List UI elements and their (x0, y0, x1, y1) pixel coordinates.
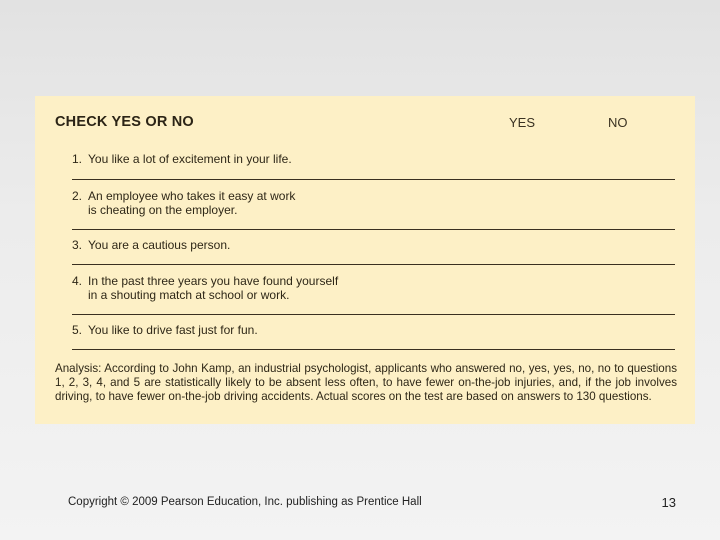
question-row-5 (72, 323, 675, 350)
no-column-header: NO (608, 115, 628, 130)
question-row-4 (72, 274, 675, 315)
question-row-2 (72, 189, 675, 230)
question-number: 3. (72, 238, 83, 252)
questionnaire-title: CHECK YES OR NO (55, 114, 194, 130)
page-number: 13 (661, 495, 676, 510)
question-row-1 (72, 152, 675, 180)
question-row-3 (72, 238, 675, 265)
question-text: You are a cautious person. (88, 238, 231, 252)
question-number: 1. (72, 152, 83, 166)
copyright-footer: Copyright © 2009 Pearson Education, Inc. publishing as Prentice Hall (68, 496, 422, 508)
analysis-paragraph: Analysis: According to John Kamp, an industrial psychologist, applicants who answered no, yes, yes, no, no to questions 1, 2, 3, 4, and 5 are statistically likely to be absent less often, to have fewer on-the-job injuries, and, if the job involves driving, to have fewer on-the-job driving accidents. Actual scores on the test are based on answers to 130 questions. (55, 362, 677, 403)
question-number: 5. (72, 323, 83, 337)
yes-column-header: YES (509, 115, 536, 130)
question-text: An employee who takes it easy at work is cheating on the employer. (88, 189, 296, 217)
question-text: You like to drive fast just for fun. (88, 323, 258, 337)
question-text: In the past three years you have found yourself in a shouting match at school or work. (88, 274, 339, 302)
questionnaire-card (35, 96, 695, 424)
question-number: 4. (72, 274, 83, 288)
question-number: 2. (72, 189, 83, 203)
question-text: You like a lot of excitement in your life. (88, 152, 292, 166)
